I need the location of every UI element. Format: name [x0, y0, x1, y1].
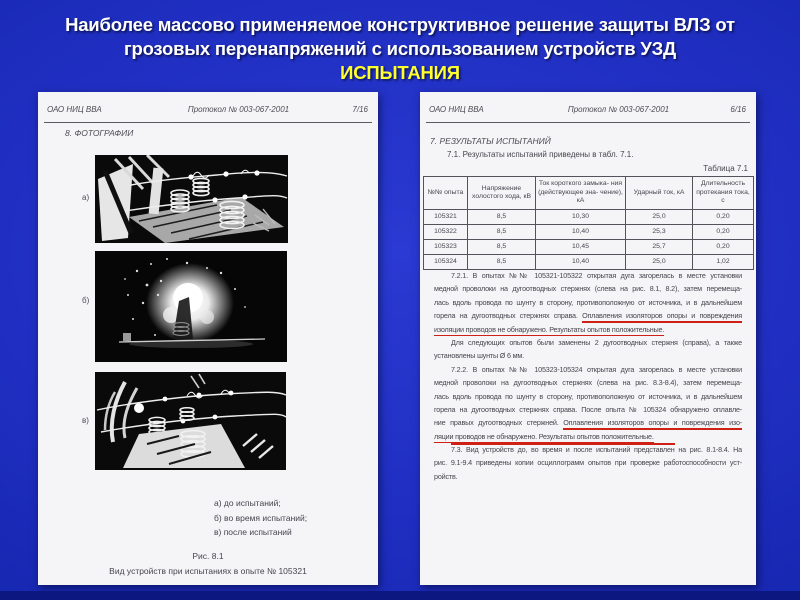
photo-captions [214, 496, 307, 540]
results-intro: 7.1. Результаты испытаний приведены в табл. 7.1. [447, 150, 634, 159]
table-cell: 10,30 [536, 210, 626, 225]
doc-text-line [434, 323, 742, 336]
table-row [424, 210, 754, 225]
doc-header [47, 105, 368, 114]
doc-text-line [434, 443, 742, 456]
table-cell: 105323 [424, 240, 468, 255]
red-annotated-text: ляции проводов не обнаружено. Результаты опытов положительные. [434, 432, 654, 443]
table-cell: 8,5 [468, 225, 536, 240]
photo-before-test [95, 155, 288, 243]
doc-text-line [434, 390, 742, 403]
table-cell: 8,5 [468, 210, 536, 225]
table-cell: 8,5 [468, 255, 536, 270]
doc-protocol: Протокол № 003-067-2001 [187, 105, 290, 114]
table-row [424, 255, 754, 270]
doc-text-line [434, 282, 742, 295]
document-page-photos [38, 92, 378, 585]
table-row [424, 240, 754, 255]
table-cell: 25,0 [626, 255, 693, 270]
table-cell: 10,40 [536, 225, 626, 240]
table-cell: 105324 [424, 255, 468, 270]
photo-label-v: в) [82, 416, 89, 425]
figure-label: Рис. 8.1 [192, 551, 224, 561]
column-header: №№ опыта [424, 177, 468, 210]
results-table-body [424, 210, 754, 270]
doc-text: ние правых дугоотводных стержней. [434, 418, 564, 428]
table-cell: 0,20 [693, 240, 754, 255]
photo-after-test [95, 372, 286, 470]
doc-page-number: 7/16 [352, 105, 368, 114]
table-cell: 105322 [424, 225, 468, 240]
figure-caption: Вид устройств при испытаниях в опыте № 105321 [109, 566, 307, 576]
doc-text: горела на дугоотводных стержнях справа. После опыта № 105324 обнаружено оплавле- [434, 404, 742, 414]
table-cell: 25,0 [626, 210, 693, 225]
results-table [423, 176, 754, 270]
table-cell: 25,7 [626, 240, 693, 255]
doc-text: 7.2.1. В опытах №№ 105321-105322 открытая дуга загорелась в месте установки [451, 271, 742, 280]
section-heading-photos: 8. ФОТОГРАФИИ [65, 128, 134, 138]
caption-a: а) до испытаний; [214, 498, 281, 508]
slide-title-line1: Наиболее массово применяемое конструктивное решение защиты ВЛЗ от [65, 14, 735, 35]
caption-v: в) после испытаний [214, 527, 292, 538]
doc-page-number: 6/16 [730, 105, 746, 114]
photo-label-b: б) [82, 296, 90, 305]
doc-text: ройств. [434, 471, 458, 481]
doc-text-line [434, 309, 742, 322]
doc-text: на рис. 8.1-8.4. На [674, 445, 742, 455]
doc-text-line [434, 416, 742, 429]
document-page-results [420, 92, 756, 585]
section-heading-results: 7. РЕЗУЛЬТАТЫ ИСПЫТАНИЙ [430, 136, 551, 146]
table-cell: 8,5 [468, 240, 536, 255]
red-annotated-text: Оплавления изоляторов опоры и повреждения изо- [563, 418, 742, 429]
doc-text-line [434, 296, 742, 309]
doc-text-line [434, 363, 742, 376]
table-cell: 25,3 [626, 225, 693, 240]
red-annotated-text: 7.3. Вид устройств до, во время и после испытаний представлен [451, 445, 675, 455]
doc-text-line [434, 376, 742, 389]
doc-text: медной проволоки на дугоотводных стержнях (слева на рис. 8.1, 8.2), затем перемеща- [434, 284, 742, 294]
table-row [424, 225, 754, 240]
photo-during-test [95, 251, 287, 362]
column-header: Длительность протекания тока, с [693, 177, 754, 210]
doc-text: 7.2.2. В опытах №№ 105323-105324 открытая дуга загорелась в месте установки [451, 364, 742, 374]
table-cell: 10,40 [536, 255, 626, 270]
results-paragraphs [434, 269, 742, 483]
table-cell: 10,45 [536, 240, 626, 255]
doc-org: ОАО НИЦ ВВА [429, 105, 484, 114]
table-cell: 105321 [424, 210, 468, 225]
table-cell: 1,02 [693, 255, 754, 270]
doc-text-line [434, 470, 742, 483]
doc-protocol: Протокол № 003-067-2001 [567, 105, 670, 114]
doc-text-line [434, 456, 742, 469]
red-annotated-text: Оплавления изоляторов опоры и повреждения [582, 311, 742, 322]
table-cell: 0,20 [693, 225, 754, 240]
table-label: Таблица 7.1 [703, 164, 748, 173]
table-cell: 0,20 [693, 210, 754, 225]
doc-text: горела на дугоотводных стержнях справа. [434, 311, 583, 321]
caption-b: б) во время испытаний; [214, 512, 308, 523]
red-annotated-text: изоляции проводов не обнаружено. Результаты опытов положительные. [434, 325, 664, 336]
doc-text: установлены шунты Ø 6 мм. [434, 351, 525, 361]
photo-label-a: а) [82, 193, 90, 202]
doc-text-line [434, 349, 742, 362]
doc-text: медной проволоки на дугоотводных стержнях (слева на рис. 8.3-8.4), затем перемеща- [434, 378, 742, 388]
results-table-head [424, 177, 754, 210]
slide-title [0, 13, 800, 85]
doc-text: рис. 9.1-9.4 приведены копии осциллограмм опытов при проверке работоспособности уст- [434, 458, 742, 468]
doc-header [429, 105, 746, 114]
doc-text-line [434, 269, 742, 282]
column-header: Ток короткого замыка- ния (действующее зна- чение), кА [536, 177, 626, 210]
column-header: Ударный ток, кА [626, 177, 693, 210]
slide-subtitle: ИСПЫТАНИЯ [340, 62, 460, 83]
doc-text: лась вдоль провода по шунту в сторону, противоположную от источника, и в дальнейшем [434, 391, 742, 401]
doc-text-line [434, 336, 742, 349]
doc-text: лась вдоль провода по шунту в сторону, противоположную от источника, и в дальнейшем [434, 297, 742, 307]
doc-text-line [434, 403, 742, 416]
header-rule [44, 122, 372, 123]
doc-text: Для следующих опытов были заменены 2 дугоотводных стержня (справа), а также [451, 337, 742, 347]
doc-text-line [434, 430, 742, 443]
doc-org: ОАО НИЦ ВВА [47, 105, 102, 114]
slide-title-line2: грозовых перенапряжений с использованием устройств УЗД [123, 38, 677, 59]
header-rule [426, 122, 750, 123]
column-header: Напряжение холостого хода, кВ [468, 177, 536, 210]
